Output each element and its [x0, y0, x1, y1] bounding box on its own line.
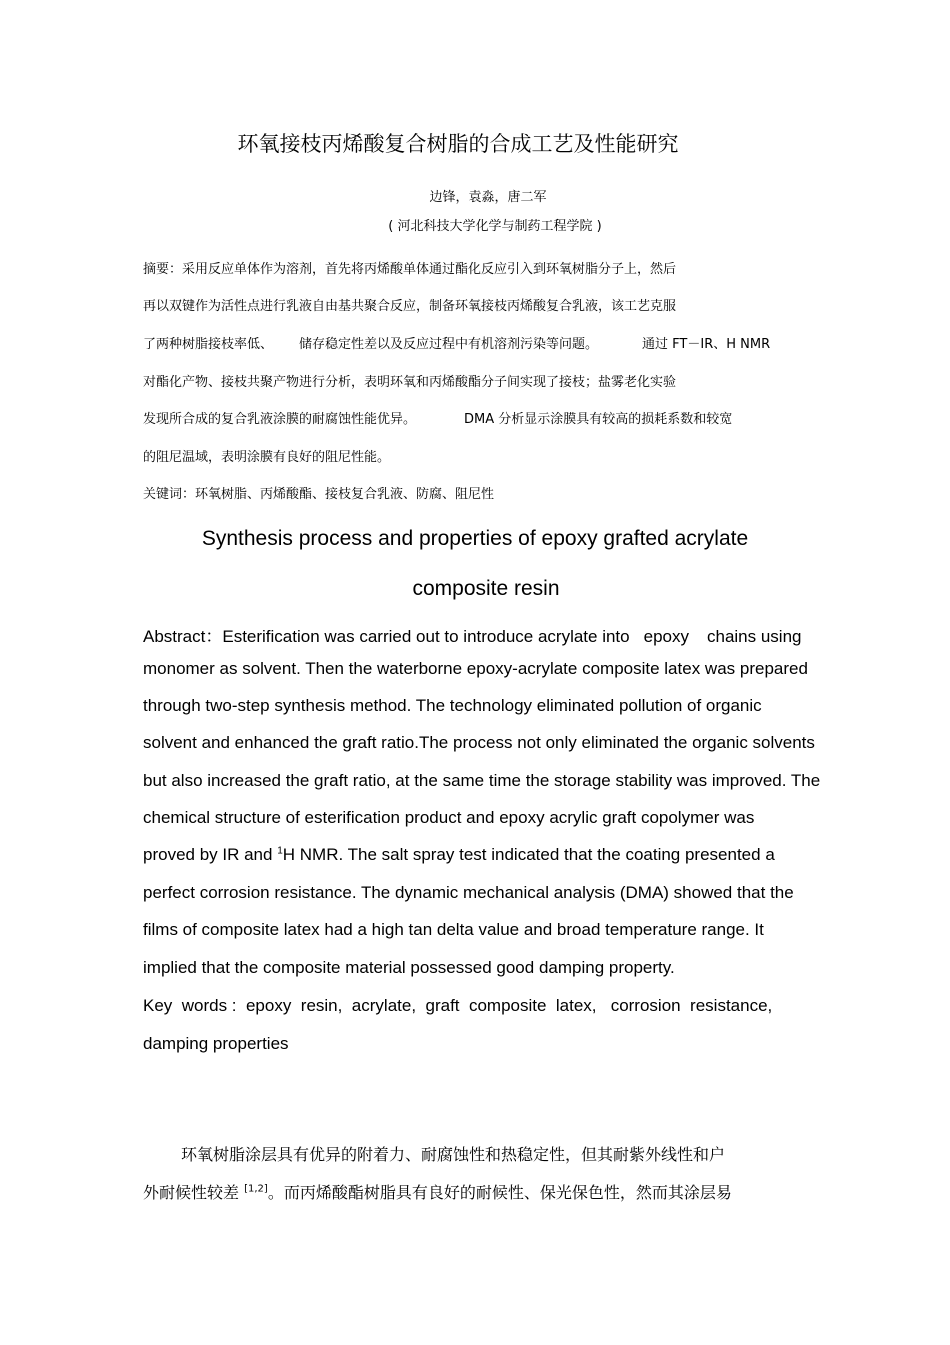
- cn-affiliation: ( 河北科技大学化学与制药工程学院 ): [388, 219, 602, 234]
- cn-abstract-line: [143, 408, 732, 427]
- en-abstract-line: [143, 845, 775, 865]
- cn-abstract-segment: 储存稳定性差以及反应过程中有机溶剂污染等问题。: [299, 337, 599, 352]
- en-abstract-line: monomer as solvent. Then the waterborne epoxy-acrylate composite latex was prepared: [143, 659, 808, 678]
- cn-abstract-line: 再以双键作为活性点进行乳液自由基共聚合反应，制备环氧接枝丙烯酸复合乳液，该工艺克服: [143, 299, 677, 314]
- en-abstract-line: perfect corrosion resistance. The dynamic mechanical analysis (DMA) showed that the: [143, 883, 794, 902]
- cn-abstract-segment: 通过 FT－IR、H NMR: [642, 337, 771, 352]
- en-keywords-line: Key words : epoxy resin, acrylate, graft composite latex, corrosion resistance,: [143, 996, 773, 1015]
- cn-abstract-line: 摘要：采用反应单体作为溶剂，首先将丙烯酸单体通过酯化反应引入到环氧树脂分子上，然后: [143, 262, 677, 277]
- citation-ref: [1,2]: [244, 1183, 268, 1195]
- en-abstract-line: [143, 622, 802, 647]
- superscript: 1: [277, 845, 283, 857]
- cn-abstract-line: 对酯化产物、接枝共聚产物进行分析，表明环氧和丙烯酸酯分子间实现了接枝；盐雾老化实验: [143, 375, 677, 390]
- en-abstract-line: through two-step synthesis method. The technology eliminated pollution of organic: [143, 696, 762, 715]
- cn-abstract-line: [143, 333, 770, 352]
- cn-keywords: 关键词：环氧树脂、丙烯酸酯、接枝复合乳液、防腐、阻尼性: [143, 487, 495, 502]
- en-abstract-line: solvent and enhanced the graft ratio.The process not only eliminated the organic solvents: [143, 733, 815, 752]
- en-abstract-segment: Abstract：Esterification was carried out to introduce acrylate into: [143, 627, 630, 646]
- en-abstract-line: implied that the composite material possessed good damping property.: [143, 958, 675, 977]
- cn-paper-title: 环氧接枝丙烯酸复合树脂的合成工艺及性能研究: [237, 132, 679, 156]
- en-title-line: Synthesis process and properties of epoxy grafted acrylate: [201, 527, 749, 550]
- cn-intro-line: [143, 1180, 732, 1203]
- en-abstract-segment: proved by IR and: [143, 845, 278, 864]
- cn-intro-segment: 。而丙烯酸酯树脂具有良好的耐候性、保光保色性，然而其涂层易: [267, 1183, 732, 1202]
- en-keywords-line: damping properties: [143, 1034, 289, 1053]
- en-abstract-segment: epoxy: [643, 627, 689, 646]
- cn-abstract-segment: 发现所合成的复合乳液涂膜的耐腐蚀性能优异。: [143, 412, 417, 427]
- cn-abstract-line: 的阻尼温域，表明涂膜有良好的阻尼性能。: [143, 450, 391, 465]
- en-abstract-segment: chains using: [706, 627, 802, 646]
- cn-intro-line: 环氧树脂涂层具有优异的附着力、耐腐蚀性和热稳定性，但其耐紫外线性和户: [181, 1145, 726, 1164]
- en-abstract-segment: H NMR. The salt spray test indicated that the coating presented a: [282, 845, 775, 864]
- en-abstract-line: but also increased the graft ratio, at the same time the storage stability was improved. The: [143, 771, 821, 790]
- cn-intro-segment: 外耐候性较差: [143, 1183, 245, 1202]
- en-abstract-line: chemical structure of esterification product and epoxy acrylic graft copolymer was: [143, 808, 755, 827]
- cn-authors: 边锋，袁淼，唐二军: [429, 190, 547, 205]
- cn-abstract-segment: DMA 分析显示涂膜具有较高的损耗系数和较宽: [464, 412, 733, 427]
- cn-abstract-segment: 了两种树脂接枝率低、: [143, 337, 274, 352]
- en-title-line: composite resin: [412, 577, 560, 600]
- en-abstract-line: films of composite latex had a high tan delta value and broad temperature range. It: [143, 920, 764, 939]
